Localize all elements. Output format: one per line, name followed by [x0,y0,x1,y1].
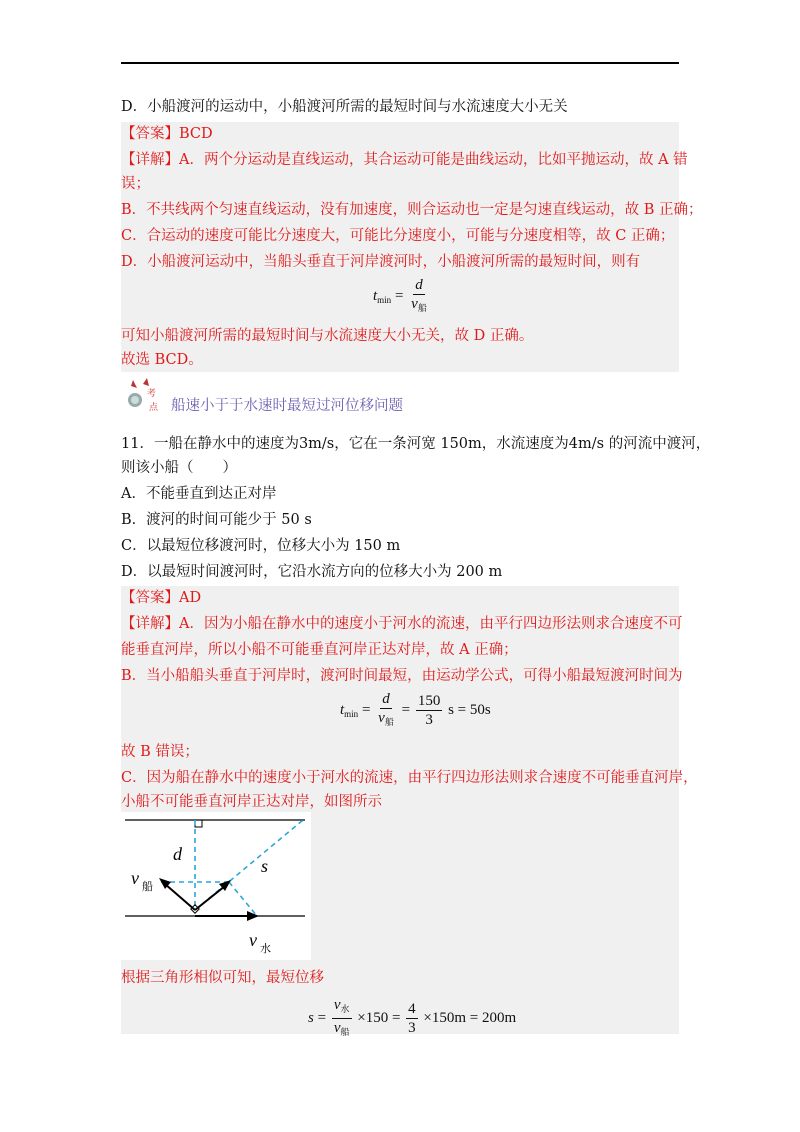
q10-choose: 故选 BCD。 [121,352,203,368]
label-v-boat: v [131,868,139,888]
detail-text: A．因为小船在静水中的速度小于河水的流速，由平行四边形法则求合速度不可 [179,616,683,632]
q11-detail-a1 [121,614,682,634]
q10-detail-b: B．不共线两个匀速直线运动，没有加速度，则合运动也一定是匀速直线运动，故 B 正确； [121,202,703,218]
formula-s: s [308,1009,314,1026]
formula-tail: ×150m = 200m [423,1009,517,1026]
river-crossing-diagram [121,812,311,960]
fraction-numerator-sub: 水 [340,1004,350,1014]
kaodian-badge-icon [123,378,167,418]
kaodian-badge-text-1: 考 [147,389,157,399]
formula-fraction [409,276,429,317]
label-v-water: v [249,930,257,950]
q11-stem-1: 11．一船在静水中的速度为3m/s，它在一条河宽 150m，水流速度为4m/s 的河流中渡河， [121,436,711,452]
fraction-denominator: 3 [425,712,433,728]
q11-detail-c2: 小船不可能垂直河岸正达对岸，如图所示 [121,794,382,810]
q11-formula-displacement: s = $\frac{v_水}{v_船}$ ×150 = $\frac{4}{3}$ ×150m = 200m [308,996,516,1041]
q11-detail-c1: C．因为船在静水中的速度小于河水的流速，由平行四边形法则求合速度不可能垂直河岸， [121,770,698,786]
detail-tag: 【详解】 [121,152,179,168]
q10-detail-a2: 误； [121,176,150,192]
dashed-construction-lines [161,820,303,916]
formula-fraction-3 [332,996,352,1041]
formula-fraction-2 [416,692,443,729]
q11-option-a: A．不能垂直到达正对岸 [121,486,277,502]
fraction-numerator: 150 [417,693,441,709]
fraction-denominator: v [378,710,385,726]
q10-detail-a1 [121,150,688,170]
label-v-water-sub: 水 [260,942,271,955]
label-v-boat-sub: 船 [142,880,153,893]
fraction-denominator: v [411,296,418,312]
answer-tag: 【答案】 [121,590,179,606]
fraction-numerator: d [415,277,423,293]
q11-option-d: D．以最短时间渡河时，它沿水流方向的位移大小为 200 m [121,564,503,580]
v-water-arrowhead-icon [247,911,259,921]
q10-option-d: D．小船渡河的运动中，小船渡河所需的最短时间与水流速度大小无关 [121,99,568,115]
fraction-numerator: 4 [408,1001,416,1017]
fraction-denominator: v [333,1020,341,1036]
fraction-numerator: d [382,691,390,707]
detail-text: A．两个分运动是直线运动，其合运动可能是曲线运动，比如平抛运动，故 A 错 [179,152,688,168]
q10-answer-line [121,124,213,144]
kaodian-badge-text-2: 点 [149,403,159,413]
kaodian-title: 船速小于于水速时最短过河位移问题 [171,398,403,414]
q11-b-wrong: 故 B 错误； [121,744,199,760]
fraction-numerator: v [333,997,341,1013]
fraction-denominator-sub: 船 [340,1027,350,1037]
q10-detail-c: C．合运动的速度可能比分速度大，可能比分速度小，可能与分速度相等，故 C 正确； [121,228,675,244]
q11-similar-text: 根据三角形相似可知，最短位移 [121,970,324,986]
v-boat-arrow [165,884,195,910]
q10-formula [373,276,431,317]
answer-tag: 【答案】 [121,126,179,142]
q10-detail-d: D．小船渡河运动中，当船头垂直于河岸渡河时，小船渡河所需的最短时间，则有 [121,254,641,270]
answer-value: BCD [179,126,213,142]
formula-t: t [340,701,345,718]
q11-option-b: B．渡河的时间可能少于 50 s [121,512,312,528]
formula-fraction-4 [406,1000,418,1037]
label-s: s [261,856,269,876]
formula-fraction-1 [376,690,396,731]
river-diagram-svg [121,812,311,960]
detail-tag: 【详解】 [121,616,179,632]
fraction-denominator: 3 [408,1020,416,1036]
right-angle-marker [195,820,202,827]
q11-detail-b: B．当小船船头垂直于河岸时，渡河时间最短，由运动学公式，可得小船最短渡河时间为 [121,668,683,684]
formula-t: t [373,287,378,304]
formula-t-sub: min [344,708,359,719]
q11-detail-a2: 能垂直河岸，所以小船不可能垂直河岸正达对岸，故 A 正确； [121,642,518,658]
q11-answer-line [121,588,201,608]
fraction-denominator-sub: 船 [384,717,394,727]
q11-formula-time: $t_{min}$ = $\frac{d}{v_船}$ = $\frac{150}{3}$ s = 50s [340,690,491,731]
answer-value: AD [179,590,202,606]
formula-mid: ×150 = [357,1009,401,1026]
formula-tail: s = 50s [448,701,491,718]
v-result-arrow [195,886,225,910]
q11-stem-2: 则该小船（ ） [121,460,237,476]
q11-option-c: C．以最短位移渡河时，位移大小为 150 m [121,538,401,554]
formula-t-sub: min [377,294,392,305]
q10-conclusion: 可知小船渡河所需的最短时间与水流速度大小无关，故 D 正确。 [121,328,534,344]
header-rule [121,62,679,64]
label-d: d [173,844,182,864]
fraction-denominator-sub: 船 [417,303,427,313]
formula-eq: = [394,287,404,304]
